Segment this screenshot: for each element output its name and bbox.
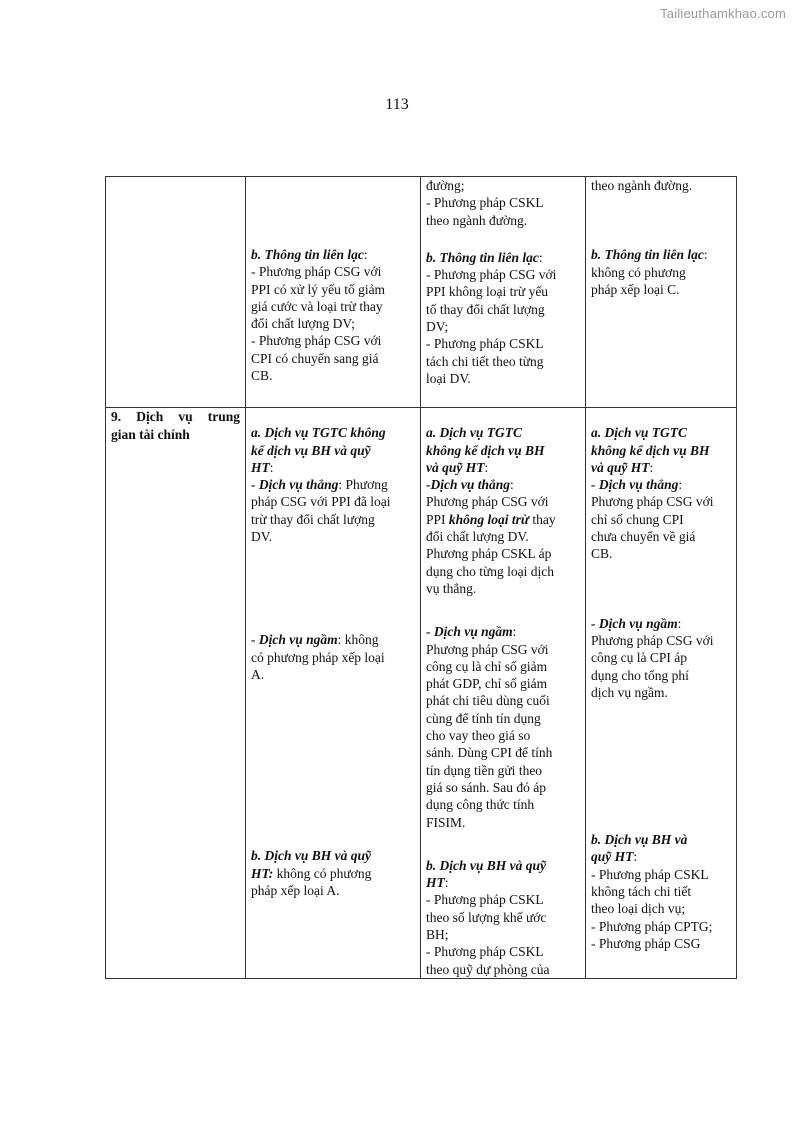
section-title: b. Dịch vụ BH và quỹ bbox=[251, 848, 371, 864]
sub-label: - Dịch vụ ngầm bbox=[251, 632, 338, 648]
text-line: pháp xếp loại C. bbox=[591, 281, 680, 297]
text-line: Phương pháp CSG với bbox=[426, 641, 549, 657]
text-line: giá so sánh. Sau đó áp bbox=[426, 779, 546, 795]
text-line: đổi chất lượng DV; bbox=[251, 316, 355, 332]
cell-method-c: a. Dịch vụ TGTC không kể dịch vụ BH và quỹ HT: - Dịch vụ thẳng: Phương pháp CSG với chỉ số chung CPI chưa chuyển về giá CB. - Dịch vụ ngầm: Phương pháp CSG với công cụ là CPI áp dụng cho tổng phí dịch vụ ngầm. b. Dịch vụ BH và quỹ HT: - Phương pháp CSKL không tách chi tiết theo loại dịch vụ; - Phương pháp CPTG; - Phương pháp CSG bbox=[586, 408, 737, 979]
text-line: dịch vụ ngầm. bbox=[591, 684, 668, 700]
text-line: - Phương pháp CSKL bbox=[426, 944, 544, 960]
text-line: - Phương pháp CSG với bbox=[251, 333, 382, 349]
text-line: cùng để tính tín dụng bbox=[426, 710, 541, 726]
section-title: b. Thông tin liên lạc bbox=[591, 247, 704, 263]
text-line: - Phương pháp CSKL bbox=[426, 336, 544, 352]
text-line: Phương pháp CSG với bbox=[426, 494, 549, 510]
text-line: PPI có xử lý yếu tố giảm bbox=[251, 281, 386, 297]
text-line: pháp CSG với PPI đã loại bbox=[251, 494, 391, 510]
text-line: phát chi tiêu dùng cuối bbox=[426, 693, 550, 709]
text-line: CPI có chuyển sang giá bbox=[251, 350, 379, 366]
text-line: Phương pháp CSG với bbox=[591, 632, 714, 648]
cell-method-a: a. Dịch vụ TGTC không kể dịch vụ BH và quỹ HT: - Dịch vụ thẳng: Phương pháp CSG với PPI đã loại trừ thay đổi chất lượng DV. - Dịch vụ ngầm: không có phương pháp xếp loại A. b. Dịch vụ BH và quỹ HT: không có phương pháp xếp loại A. bbox=[246, 408, 421, 979]
text-line: theo quỹ dự phòng của bbox=[426, 961, 550, 977]
text-line: dụng cho tổng phí bbox=[591, 667, 689, 683]
cell-method-b: a. Dịch vụ TGTC không kể dịch vụ BH và quỹ HT: -Dịch vụ thẳng: Phương pháp CSG với PPI không loại trừ thay đổi chất lượng DV. Phương pháp CSKL áp dụng cho từng loại dịch vụ thẳng. - Dịch vụ ngầm: Phương pháp CSG với công cụ là chỉ số giảm phát GDP, chỉ số giảm phát chi tiêu dùng cuối cùng để tính tín dụng cho vay theo giá so sánh. Dùng CPI để tính tín dụng tiền gửi theo giá so sánh. Sau đó áp dụng công thức tính FISIM. b. Dịch vụ BH và quỹ HT: - Phương pháp CSKL theo số lượng khế ước BH; - Phương pháp CSKL theo quỹ dự phòng của bbox=[421, 408, 586, 979]
text-line: PPI không loại trừ yếu bbox=[426, 284, 549, 300]
page-number: 113 bbox=[385, 96, 409, 113]
section-title: b. Thông tin liên lạc bbox=[426, 249, 539, 265]
text-line: - Phương pháp CSG bbox=[591, 935, 701, 951]
text-line: dụng cho từng loại dịch bbox=[426, 563, 555, 579]
text-line: theo loại dịch vụ; bbox=[591, 901, 686, 917]
text-line: - Phương pháp CSG với bbox=[251, 264, 382, 280]
text-line: phát GDP, chỉ số giảm bbox=[426, 676, 548, 692]
table-row bbox=[106, 408, 737, 979]
text-line: theo ngành đường. bbox=[591, 178, 693, 193]
text-line: - Phương pháp CSKL bbox=[426, 892, 544, 908]
sub-label: -Dịch vụ thẳng bbox=[426, 477, 511, 493]
section-title: a. Dịch vụ TGTC bbox=[591, 425, 687, 441]
section-title: không kể dịch vụ BH bbox=[426, 442, 545, 458]
category-label: gian tài chính bbox=[111, 426, 190, 442]
text-line: tách chi tiết theo từng bbox=[426, 353, 544, 369]
watermark-text: Tailieuthamkhao.com bbox=[660, 6, 786, 21]
cell-method-b: đường; - Phương pháp CSKL theo ngành đường. b. Thông tin liên lạc: - Phương pháp CSG với PPI không loại trừ yếu tố thay đổi chất lượng DV; - Phương pháp CSKL tách chi tiết theo từng loại DV. bbox=[421, 177, 586, 408]
text-line: công cụ là CPI áp bbox=[591, 650, 687, 666]
table-row bbox=[106, 177, 737, 408]
text-line: vụ thẳng. bbox=[426, 580, 477, 596]
text-line: CB. bbox=[591, 546, 613, 562]
text-line: CB. bbox=[251, 368, 273, 384]
text-line: theo số lượng khế ước bbox=[426, 909, 547, 925]
text-line: DV. bbox=[251, 529, 273, 545]
text-line: giá cước và loại trừ thay bbox=[251, 298, 383, 314]
section-title: a. Dịch vụ TGTC không bbox=[251, 425, 386, 441]
text-line: - Phương pháp CSKL bbox=[591, 866, 709, 882]
text-line: chưa chuyển về giá bbox=[591, 529, 696, 545]
text-line: FISIM. bbox=[426, 814, 466, 830]
text-line: loại DV. bbox=[426, 370, 471, 386]
sub-label: - Dịch vụ thẳng bbox=[591, 477, 679, 493]
sub-label: - Dịch vụ ngầm bbox=[426, 624, 513, 640]
text-line: không có phương bbox=[591, 264, 686, 280]
sub-label: - Dịch vụ ngầm bbox=[591, 615, 678, 631]
text-line: sánh. Dùng CPI để tính bbox=[426, 745, 553, 761]
text-line: - Phương pháp CPTG; bbox=[591, 918, 713, 934]
text-line: A. bbox=[251, 666, 265, 682]
section-title: b. Thông tin liên lạc bbox=[251, 247, 364, 262]
text-line: cho vay theo giá so bbox=[426, 728, 531, 744]
section-title: không kể dịch vụ BH bbox=[591, 442, 710, 458]
text-line: pháp xếp loại A. bbox=[251, 882, 340, 898]
text-line: công cụ là chỉ số giảm bbox=[426, 658, 548, 674]
category-cell-empty bbox=[106, 177, 246, 408]
category-cell bbox=[106, 408, 246, 979]
text-line: không tách chi tiết bbox=[591, 884, 692, 900]
spacer bbox=[251, 177, 415, 246]
methods-table bbox=[105, 176, 737, 979]
text-line: đường; bbox=[426, 178, 465, 193]
section-title: a. Dịch vụ TGTC bbox=[426, 425, 522, 441]
text-line: có phương pháp xếp loại bbox=[251, 649, 385, 665]
text-line: đổi chất lượng DV. bbox=[426, 529, 529, 545]
cell-method-a: b. Thông tin liên lạc: - Phương pháp CSG với PPI có xử lý yếu tố giảm giá cước và loại trừ thay đổi chất lượng DV; - Phương pháp CSG với CPI có chuyển sang giá CB. bbox=[246, 177, 421, 408]
text-line: trừ thay đổi chất lượng bbox=[251, 511, 375, 527]
section-title: b. Dịch vụ BH và bbox=[591, 832, 688, 848]
category-label: 9. Dịch vụ trung bbox=[111, 409, 240, 425]
text-line: theo ngành đường. bbox=[426, 212, 528, 228]
section-title: kể dịch vụ BH và quỹ bbox=[251, 442, 371, 458]
text-line: Phương pháp CSKL áp bbox=[426, 546, 552, 562]
text-line: tố thay đổi chất lượng bbox=[426, 301, 545, 317]
text-line: - Phương pháp CSKL bbox=[426, 195, 544, 211]
text-line: chỉ số chung CPI bbox=[591, 511, 684, 527]
text-line: DV; bbox=[426, 319, 449, 335]
sub-label: - Dịch vụ thẳng bbox=[251, 477, 339, 493]
text-line: BH; bbox=[426, 926, 449, 942]
text-line: dụng công thức tính bbox=[426, 797, 535, 813]
text-line: tín dụng tiền gửi theo bbox=[426, 762, 543, 778]
cell-method-c: theo ngành đường. b. Thông tin liên lạc: không có phương pháp xếp loại C. bbox=[586, 177, 737, 408]
text-line: Phương pháp CSG với bbox=[591, 494, 714, 510]
text-line: - Phương pháp CSG với bbox=[426, 267, 557, 283]
section-title: b. Dịch vụ BH và quỹ bbox=[426, 857, 546, 873]
